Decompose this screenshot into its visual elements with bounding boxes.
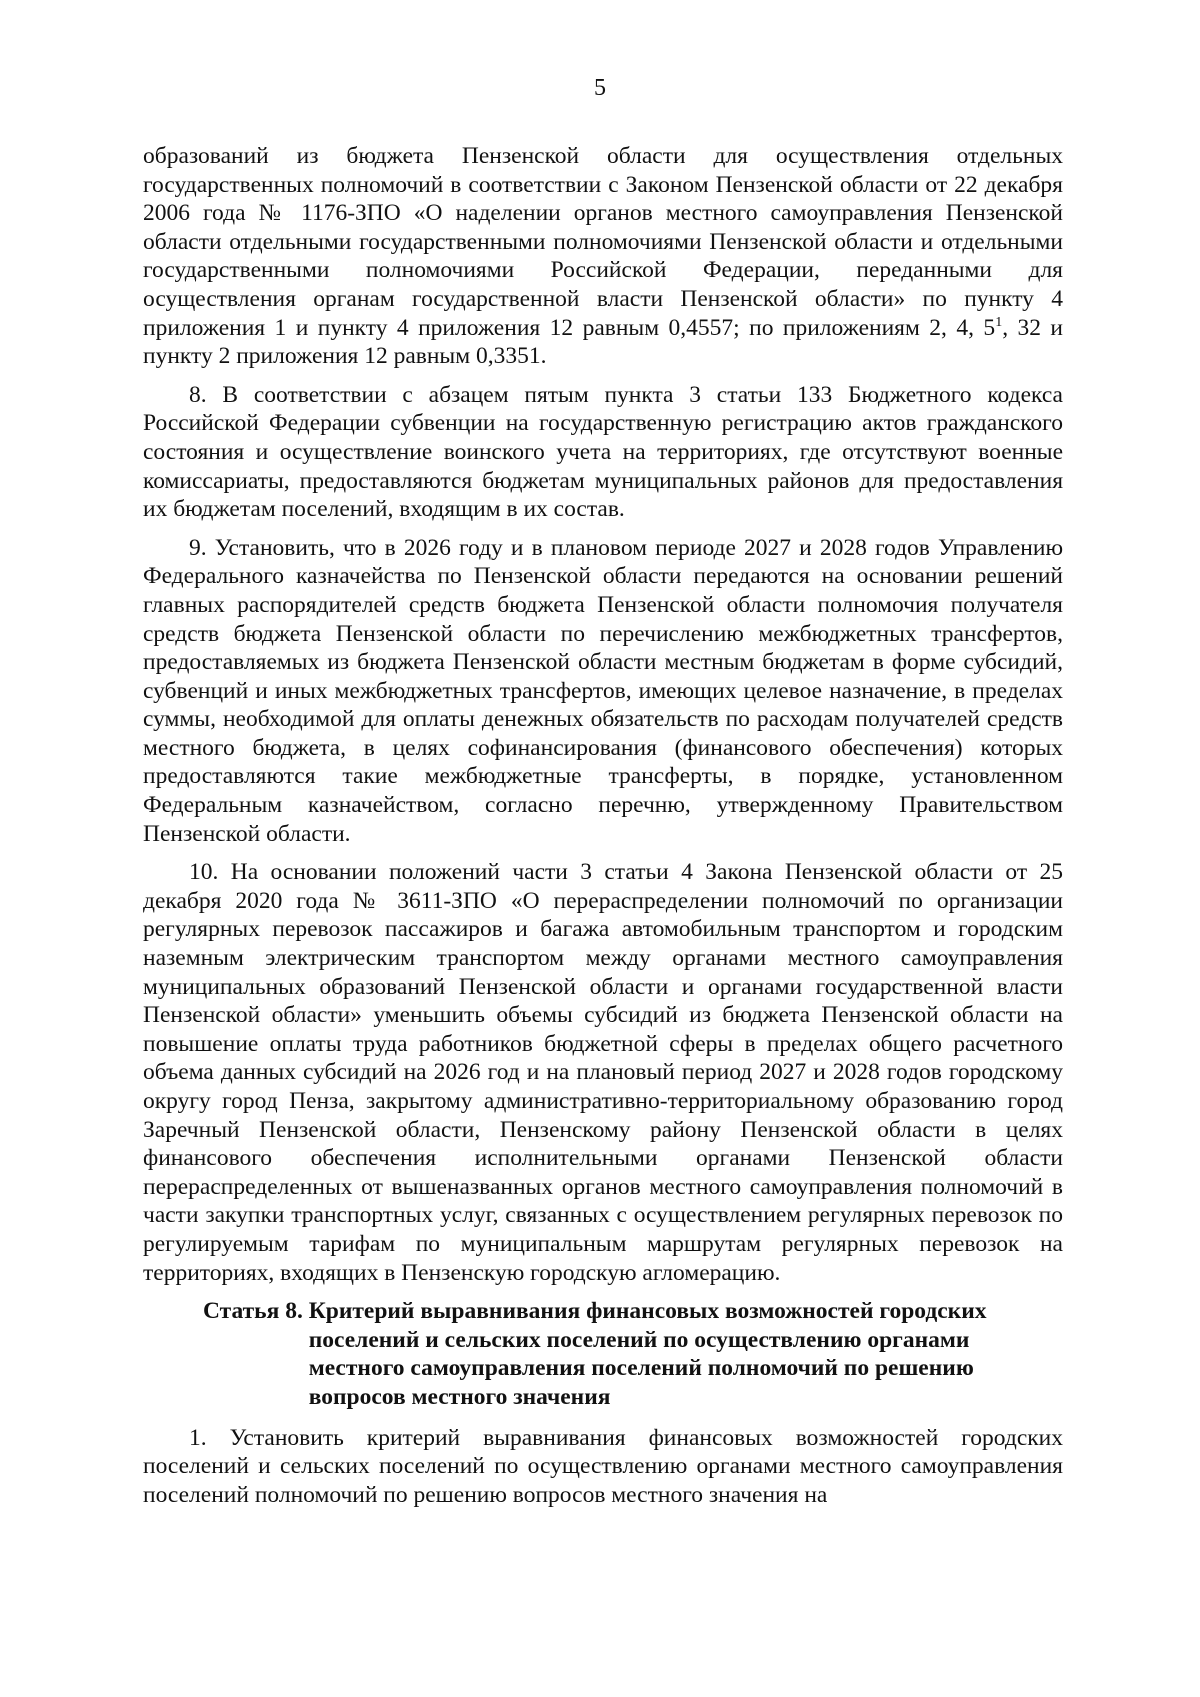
paragraph-10: 10. На основании положений части 3 статьи 4 Закона Пензенской области от 25 декабря 2020 года № 3611-ЗПО «О перераспределении полномочий по организации регулярных перевозок пассажиров и багажа автомобильным транспортом и городским наземным электрическим транспортом между органами местного самоуправления муниципальных образований Пензенской области и органами государственной власти Пензенской области» уменьшить объемы субсидий из бюджета Пензенской области на повышение оплаты труда работников бюджетной сферы в пределах общего расчетного объема данных субсидий на 2026 год и на плановый период 2027 и 2028 годов городскому округу город Пенза, закрытому административно-территориальному образованию город Заречный Пензенской области, Пензенскому району Пензенской области в целях финансового обеспечения исполнительными органами Пензенской области перераспределенных от вышеназванных органов местного самоуправления полномочий в части закупки транспортных услуг, связанных с осуществлением регулярных перевозок по регулируемым тарифам по муниципальным маршрутам регулярных перевозок на территориях, входящих в Пензенскую городскую агломерацию.: [143, 859, 1063, 1286]
article-8-paragraph-1: 1. Установить критерий выравнивания финансовых возможностей городских поселений и сельских поселений по осуществлению органами местного самоуправления поселений полномочий по решению вопросов местного значения на: [143, 1424, 1063, 1508]
article-8-label: Статья 8.: [203, 1298, 309, 1325]
paragraph-continuation: [143, 142, 1063, 371]
paragraph-continuation-tail: , 32 и пункту 2 приложения 12 равным 0,3351.: [143, 314, 1064, 370]
document-body: [143, 142, 1063, 1519]
superscript-index: 1: [995, 314, 1003, 330]
article-8-heading: [143, 1297, 1063, 1411]
paragraph-continuation-text: образований из бюджета Пензенской области для осуществления отдельных государственных полномочий в соответствии с Законом Пензенской области от 22 декабря 2006 года № 1176-ЗПО «О наделении органов местного самоуправления Пензенской области отдельными государственными полномочиями Пензенской области и отдельными государственными полномочиями Российской Федерации, переданными для осуществления органам государственной власти Пензенской области» по пункту 4 приложения 1 и пункту 4 приложения 12 равным 0,4557; по приложениям 2, 4, 5: [143, 143, 1063, 341]
paragraph-8: 8. В соответствии с абзацем пятым пункта 3 статьи 133 Бюджетного кодекса Российской Федерации субвенции на государственную регистрацию актов гражданского состояния и осуществление воинского учета на территориях, где отсутствуют военные комиссариаты, предоставляются бюджетам муниципальных районов для предоставления их бюджетам поселений, входящим в их состав.: [143, 381, 1063, 523]
page-number: 5: [594, 75, 606, 101]
article-8-title: Критерий выравнивания финансовых возможностей городских поселений и сельских поселений по осуществлению органами местного самоуправления поселений полномочий по решению вопросов местного значения: [308, 1298, 987, 1410]
paragraph-9: 9. Установить, что в 2026 году и в плановом периоде 2027 и 2028 годов Управлению Федерального казначейства по Пензенской области передаются на основании решений главных распорядителей средств бюджета Пензенской области полномочия получателя средств бюджета Пензенской области по перечислению межбюджетных трансфертов, предоставляемых из бюджета Пензенской области местным бюджетам в форме субсидий, субвенций и иных межбюджетных трансфертов, имеющих целевое назначение, в пределах суммы, необходимой для оплаты денежных обязательств по расходам получателей средств местного бюджета, в целях софинансирования (финансового обеспечения) которых предоставляются такие межбюджетные трансферты, в порядке, установленном Федеральным казначейством, согласно перечню, утвержденному Правительством Пензенской области.: [143, 534, 1063, 847]
